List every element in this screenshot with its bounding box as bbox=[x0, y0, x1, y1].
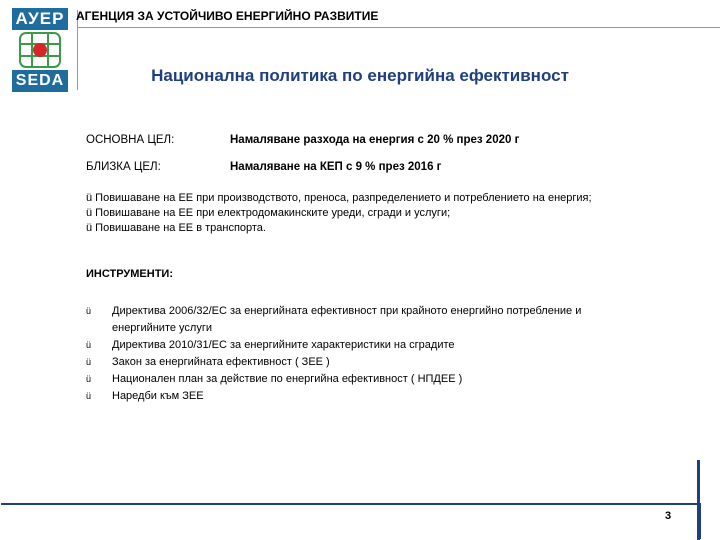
agency-name: АГЕНЦИЯ ЗА УСТОЙЧИВО ЕНЕРГИЙНО РАЗВИТИЕ bbox=[76, 9, 379, 23]
main-goal-value: Намаляване разхода на енергия с 20 % през 2020 г bbox=[230, 134, 520, 146]
check-icon: ü bbox=[86, 306, 92, 316]
measures-list bbox=[86, 191, 592, 236]
footer-frame bbox=[1, 503, 701, 539]
instrument-text: Директива 2006/32/ЕС за енергийната ефективност при крайното енергийно потребление и енергийните услуги bbox=[112, 305, 582, 334]
instrument-text: Директива 2010/31/ЕС за енергийните характеристики на сградите bbox=[112, 339, 455, 351]
logo-bottom-text: SEDA bbox=[12, 70, 68, 92]
footer-side-bar bbox=[697, 460, 700, 540]
measure-item: ü Повишаване на ЕЕ при производството, преноса, разпределението и потреблението на енергия; bbox=[86, 192, 592, 204]
instrument-item bbox=[86, 337, 646, 354]
page-title: Национална политика по енергийна ефективност bbox=[151, 66, 569, 85]
check-icon: ü bbox=[86, 391, 92, 401]
measure-item: ü Повишаване на ЕЕ в транспорта. bbox=[86, 222, 266, 234]
instrument-item bbox=[86, 388, 646, 405]
instrument-text: Национален план за действие по енергийна ефективност ( НПДЕЕ ) bbox=[112, 373, 463, 385]
logo-top-text: АУЕР bbox=[12, 8, 68, 30]
check-icon: ü bbox=[86, 357, 92, 367]
instrument-text: Закон за енергийната ефективност ( ЗЕЕ ) bbox=[112, 356, 330, 368]
instrument-item bbox=[86, 371, 646, 388]
instrument-text: Наредби към ЗЕЕ bbox=[112, 390, 204, 402]
measure-item: ü Повишаване на ЕЕ при електродомакинските уреди, сгради и услуги; bbox=[86, 207, 451, 219]
instruments-heading: ИНСТРУМЕНТИ: bbox=[86, 268, 174, 280]
check-icon: ü bbox=[86, 340, 92, 350]
near-goal-value: Намаляване на КЕП с 9 % през 2016 г bbox=[230, 161, 442, 173]
near-goal-label: БЛИЗКА ЦЕЛ: bbox=[86, 161, 161, 173]
logo-emblem-icon bbox=[12, 30, 68, 70]
page-number: 3 bbox=[665, 510, 672, 522]
instrument-item bbox=[86, 303, 646, 337]
main-goal-label: ОСНОВНА ЦЕЛ: bbox=[86, 134, 175, 146]
instrument-item bbox=[86, 354, 646, 371]
check-icon: ü bbox=[86, 374, 92, 384]
header-rule bbox=[77, 27, 720, 28]
instruments-list bbox=[86, 303, 646, 405]
